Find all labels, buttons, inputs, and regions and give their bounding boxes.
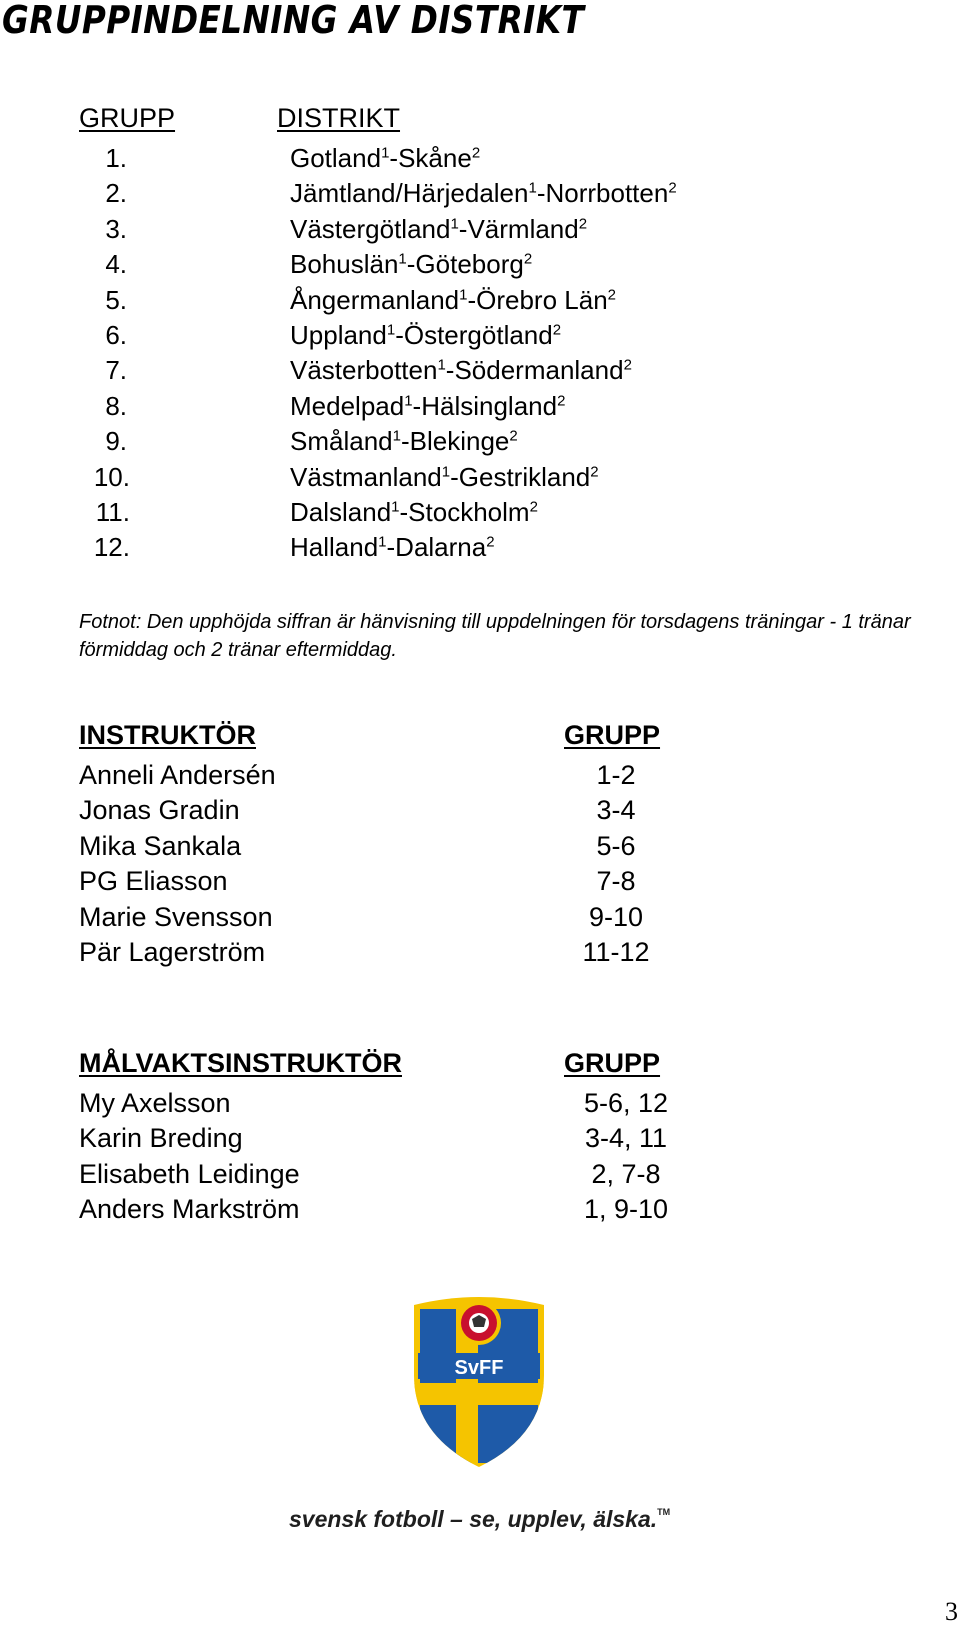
instructor-name: Anneli Andersén [79, 760, 276, 790]
assigned-group: 3-4 [596, 795, 636, 826]
assigned-group: 2, 7-8 [591, 1158, 661, 1189]
district-second: -Gestrikland [450, 461, 591, 492]
instructor-group-column-header: GRUPP [564, 720, 661, 750]
district-second: -Stockholm [399, 497, 530, 527]
session-marker-2: 2 [529, 498, 538, 516]
instructor-row [0, 899, 960, 935]
session-marker-1: 1 [392, 427, 401, 445]
instructor-name: Mika Sankala [79, 830, 242, 861]
session-marker-1: 1 [459, 285, 468, 303]
instructor-row [0, 828, 960, 864]
district-row [0, 175, 960, 211]
instructor-row [0, 934, 960, 970]
district-second: -Östergötland [395, 320, 553, 350]
group-number: 12. [93, 532, 130, 563]
session-marker-1: 1 [441, 462, 451, 480]
district-first: Gotland [290, 143, 382, 173]
instructor-row [0, 792, 960, 828]
session-marker-2: 2 [590, 462, 599, 480]
district-row [0, 140, 960, 176]
district-row [0, 494, 960, 530]
district-first: Halland [290, 532, 379, 563]
district-pair [290, 211, 587, 247]
instructor-name: Anders Markström [79, 1194, 300, 1225]
district-row [0, 246, 960, 282]
district-first: Småland [290, 426, 393, 457]
district-second: -Skåne [389, 143, 472, 173]
group-number: 2. [105, 178, 127, 209]
district-pair [290, 282, 616, 318]
goalkeeper-instructor-row [0, 1085, 960, 1121]
slogan [289, 1506, 670, 1533]
session-marker-2: 2 [509, 427, 518, 445]
session-marker-1: 1 [528, 179, 537, 197]
page-title: GRUPPINDELNING AV DISTRIKT [2, 0, 585, 42]
district-row [0, 423, 960, 459]
instructor-row [0, 863, 960, 899]
instructor-name: Marie Svensson [79, 901, 273, 932]
district-pair [290, 317, 561, 353]
district-second: -Södermanland [445, 355, 624, 386]
instructor-name: Jonas Gradin [79, 795, 240, 826]
district-pair [290, 423, 518, 459]
district-first: Dalsland [290, 497, 392, 527]
group-number: 7. [105, 355, 127, 386]
district-pair [290, 459, 599, 495]
goalkeeper-instructor-row [0, 1156, 960, 1192]
assigned-group: 11-12 [582, 937, 650, 967]
district-pair [290, 246, 532, 282]
svff-logo-text: SvFF [454, 1357, 504, 1379]
district-pair [290, 494, 538, 530]
district-pair [290, 175, 677, 211]
instructor-row [0, 757, 960, 793]
session-marker-2: 2 [552, 321, 562, 339]
session-marker-1: 1 [378, 533, 387, 551]
instructor-name: Elisabeth Leidinge [79, 1158, 300, 1189]
session-marker-1: 1 [404, 392, 413, 410]
instructor-name: Pär Lagerström [79, 937, 266, 967]
slogan-text: svensk fotboll – se, upplev, älska. [289, 1506, 658, 1532]
instructor-name: My Axelsson [79, 1088, 231, 1118]
district-row [0, 282, 960, 318]
group-number: 4. [105, 249, 127, 280]
goalkeeper-instructor-column-header: MÅLVAKTSINSTRUKTÖR [79, 1048, 402, 1078]
goalkeeper-instructor-row [0, 1191, 960, 1227]
instructor-name: Karin Breding [79, 1123, 243, 1154]
district-row [0, 459, 960, 495]
district-first: Ångermanland [290, 284, 460, 315]
district-row [0, 352, 960, 388]
district-row [0, 317, 960, 353]
instructor-column-header: INSTRUKTÖR [79, 720, 256, 750]
session-marker-1: 1 [381, 144, 390, 162]
district-pair [290, 529, 495, 565]
district-column-header: DISTRIKT [277, 103, 401, 133]
district-pair [290, 140, 480, 176]
district-first: Västergötland [290, 213, 451, 244]
trademark-mark: TM [657, 1507, 671, 1517]
session-marker-2: 2 [523, 250, 533, 268]
session-marker-1: 1 [450, 215, 459, 233]
district-row [0, 211, 960, 247]
assigned-group: 7-8 [596, 866, 636, 897]
district-second: -Dalarna [386, 532, 487, 563]
district-second: -Örebro Län [467, 284, 608, 315]
district-pair [290, 352, 632, 388]
district-second: -Norrbotten [536, 178, 669, 209]
district-second: -Hälsingland [412, 390, 558, 421]
footnote: Fotnot: Den upphöjda siffran är hänvisning till uppdelningen för torsdagens träningar - 1 tränar förmiddag och 2 tränar eftermiddag. [79, 611, 911, 661]
group-number: 9. [105, 426, 127, 457]
session-marker-2: 2 [486, 533, 495, 551]
goalkeeper-group-column-header: GRUPP [564, 1048, 661, 1078]
district-first: Medelpad [290, 390, 405, 421]
district-second: -Blekinge [400, 426, 510, 457]
district-row [0, 529, 960, 565]
assigned-group: 3-4, 11 [584, 1123, 668, 1154]
group-number: 10. [93, 461, 130, 492]
group-number: 3. [105, 213, 127, 244]
group-number: 11. [95, 497, 130, 527]
district-row [0, 388, 960, 424]
session-marker-2: 2 [557, 392, 566, 410]
session-marker-2: 2 [578, 215, 588, 233]
session-marker-1: 1 [437, 356, 446, 374]
district-first: Västmanland [290, 461, 442, 492]
district-first: Uppland [290, 320, 387, 350]
district-pair [290, 388, 565, 424]
assigned-group: 1, 9-10 [583, 1194, 669, 1225]
district-second: -Göteborg [406, 249, 524, 280]
session-marker-2: 2 [623, 356, 632, 374]
group-column-header: GRUPP [79, 103, 176, 133]
page-number: 3 [945, 1597, 958, 1626]
assigned-group: 5-6 [596, 830, 636, 861]
session-marker-2: 2 [471, 144, 481, 162]
session-marker-1: 1 [391, 498, 400, 516]
session-marker-1: 1 [398, 250, 407, 268]
session-marker-2: 2 [607, 285, 616, 303]
goalkeeper-instructor-row [0, 1120, 960, 1156]
group-number: 8. [105, 390, 127, 421]
group-number: 1. [105, 143, 127, 173]
district-first: Bohuslän [290, 249, 399, 280]
group-number: 6. [105, 320, 127, 350]
assigned-group: 9-10 [588, 901, 644, 932]
svff-crest-icon [410, 1295, 548, 1470]
district-first: Jämtland/Härjedalen [290, 178, 529, 209]
group-number: 5. [105, 284, 127, 315]
district-first: Västerbotten [290, 355, 438, 386]
session-marker-1: 1 [386, 321, 396, 339]
assigned-group: 1-2 [596, 760, 636, 790]
session-marker-2: 2 [668, 179, 677, 197]
district-second: -Värmland [458, 213, 579, 244]
instructor-name: PG Eliasson [79, 866, 228, 897]
assigned-group: 5-6, 12 [583, 1088, 669, 1118]
